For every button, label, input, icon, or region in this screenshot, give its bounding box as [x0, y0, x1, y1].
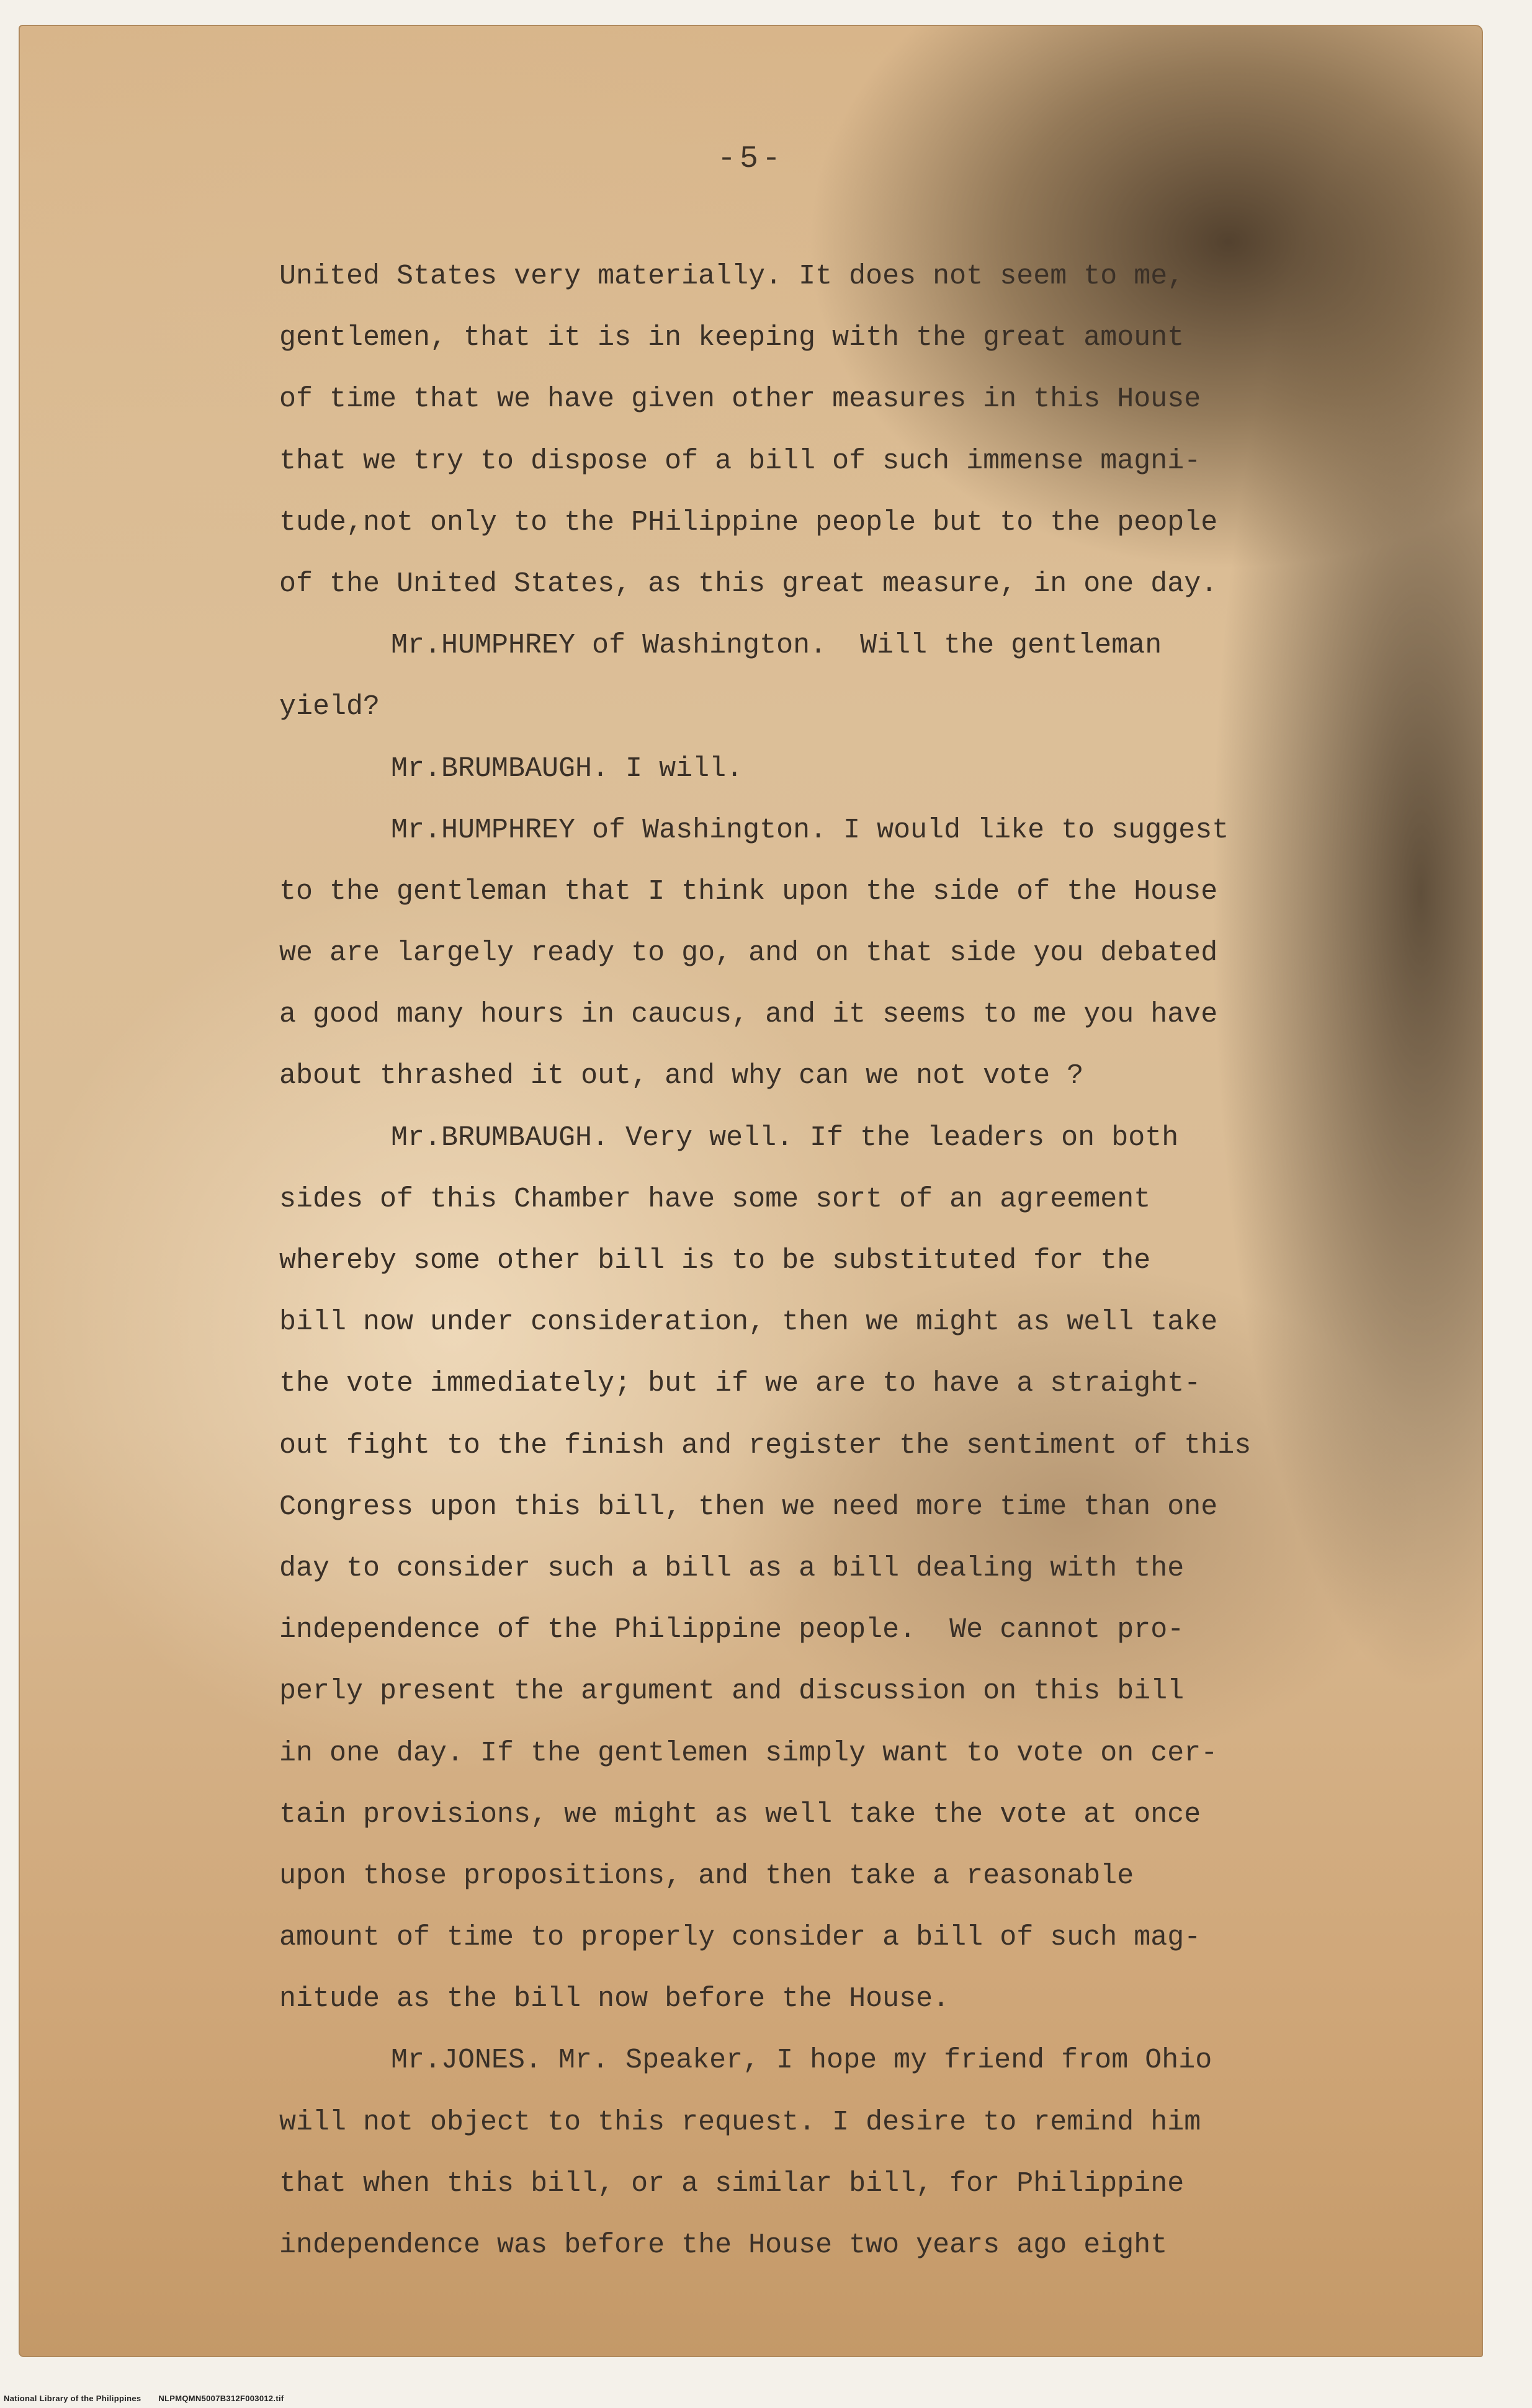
text-line: Mr.JONES. Mr. Speaker, I hope my friend from Ohio — [391, 2045, 1212, 2077]
text-line: tude,not only to the PHilippine people but to the people — [279, 506, 1218, 538]
text-line: sides of this Chamber have some sort of an agreement — [279, 1183, 1151, 1215]
text-line: tain provisions, we might as well take the vote at once — [279, 1798, 1201, 1831]
text-line: that we try to dispose of a bill of such immense magni- — [279, 445, 1201, 477]
typed-body-text — [279, 246, 1384, 2276]
scan-footer — [4, 2394, 284, 2403]
text-line: independence was before the House two years ago eight — [279, 2229, 1168, 2261]
text-line: of the United States, as this great measure, in one day. — [279, 568, 1218, 600]
text-line: United States very materially. It does not seem to me, — [279, 261, 1185, 292]
text-line: we are largely ready to go, and on that side you debated — [279, 937, 1218, 970]
text-line: whereby some other bill is to be substituted for the — [279, 1245, 1151, 1277]
text-line: nitude as the bill now before the House. — [279, 1983, 950, 2015]
text-line: in one day. If the gentlemen simply want to vote on cer- — [279, 1737, 1218, 1769]
text-line: Mr.BRUMBAUGH. I will. — [391, 752, 743, 785]
text-line: bill now under consideration, then we might as well take — [279, 1306, 1218, 1339]
text-line: the vote immediately; but if we are to have a straight- — [279, 1368, 1201, 1400]
text-line: of time that we have given other measures in this House — [279, 383, 1201, 416]
text-line: independence of the Philippine people. We cannot pro- — [279, 1614, 1185, 1646]
text-line: Congress upon this bill, then we need more time than one — [279, 1491, 1218, 1523]
text-line: out fight to the finish and register the sentiment of this — [279, 1429, 1252, 1461]
text-line: about thrashed it out, and why can we not vote ? — [279, 1060, 1084, 1092]
text-line: that when this bill, or a similar bill, for Philippine — [279, 2167, 1185, 2200]
text-line: upon those propositions, and then take a reasonable — [279, 1860, 1134, 1892]
text-line: yield? — [279, 691, 380, 723]
text-line: to the gentleman that I think upon the side of the House — [279, 875, 1218, 907]
text-line: a good many hours in caucus, and it seems to me you have — [279, 999, 1218, 1031]
text-line: Mr.BRUMBAUGH. Very well. If the leaders on both — [391, 1122, 1179, 1154]
text-line: Mr.HUMPHREY of Washington. Will the gentleman — [391, 630, 1162, 662]
text-line: day to consider such a bill as a bill dealing with the — [279, 1552, 1185, 1584]
text-line: gentlemen, that it is in keeping with the great amount — [279, 322, 1185, 354]
text-line: will not object to this request. I desire to remind him — [279, 2106, 1201, 2138]
text-line: amount of time to properly consider a bill of such mag- — [279, 1922, 1201, 1954]
footer-file-name: NLPMQMN5007B312F003012.tif — [158, 2394, 284, 2403]
page-number: -5- — [717, 141, 784, 177]
text-line: perly present the argument and discussion on this bill — [279, 1675, 1185, 1708]
footer-library-name: National Library of the Philippines — [4, 2394, 141, 2403]
text-line: Mr.HUMPHREY of Washington. I would like to suggest — [391, 814, 1229, 846]
document-page — [19, 25, 1483, 2357]
